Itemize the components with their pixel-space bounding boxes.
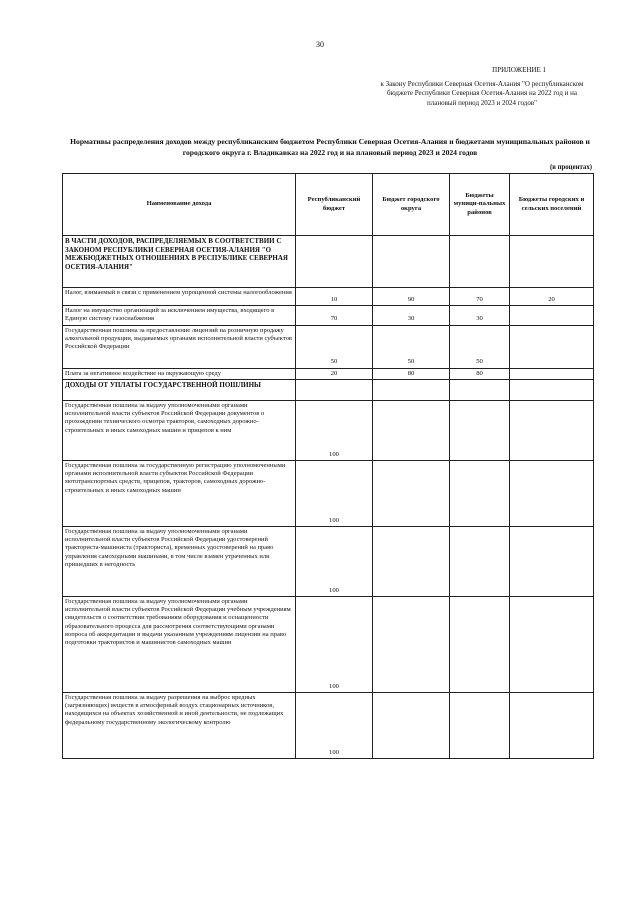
- income-name-cell: Государственная пошлина за выдачу уполномоченными органами исполнительной власти субъектов Российской Федерации учебным учреждениям свидетельств о соответствии требованиям оборудования и оснащенности образовательного процесса для рассмотрения соответствующими органами вопроса об аккредитации и выдачи указанным учреждениям лицензии на право подготовки трактористов и машинистов самоходных машин: [63, 596, 296, 692]
- table-row: [63, 692, 594, 758]
- republic-budget-cell: 20: [296, 368, 373, 379]
- city-budget-cell: 90: [373, 288, 450, 306]
- column-header-name: Наименование дохода: [63, 174, 296, 236]
- district-budget-cell: [450, 236, 510, 288]
- district-budget-cell: [450, 526, 510, 596]
- settlement-budget-cell: [510, 596, 594, 692]
- republic-budget-cell: 100: [296, 460, 373, 526]
- table-section-row: [63, 236, 594, 288]
- table-row: [63, 306, 594, 326]
- city-budget-cell: 30: [373, 306, 450, 326]
- table-section-row: [63, 379, 594, 400]
- table-row: [63, 526, 594, 596]
- column-header-city: Бюджет городского округа: [373, 174, 450, 236]
- income-name-cell: Государственная пошлина за государственную регистрацию уполномоченными органами исполнительной власти субъектов Российской Федерации мототранспортных средств, прицепов, тракторов, самоходных дорожно-строительных и иных самоходных машин: [63, 460, 296, 526]
- district-budget-cell: [450, 692, 510, 758]
- settlement-budget-cell: [510, 400, 594, 460]
- income-name-cell: Налог на имущество организаций за исключением имущества, входящего в Единую систему газоснабжения: [63, 306, 296, 326]
- units-label: (в процентах): [549, 164, 592, 171]
- republic-budget-cell: 100: [296, 596, 373, 692]
- page-number: 30: [316, 40, 324, 49]
- republic-budget-cell: 100: [296, 526, 373, 596]
- income-name-cell: Государственная пошлина за выдачу уполномоченными органами исполнительной власти субъектов Российской Федерации документов о прохождении технического осмотра тракторов, самоходных дорожно-строительных и иных самоходных машин и прицепов к ним: [63, 400, 296, 460]
- republic-budget-cell: 100: [296, 692, 373, 758]
- settlement-budget-cell: [510, 460, 594, 526]
- republic-budget-cell: 70: [296, 306, 373, 326]
- settlement-budget-cell: [510, 692, 594, 758]
- city-budget-cell: [373, 236, 450, 288]
- district-budget-cell: 80: [450, 368, 510, 379]
- republic-budget-cell: 50: [296, 325, 373, 368]
- settlement-budget-cell: [510, 325, 594, 368]
- income-name-cell: Государственная пошлина за выдачу уполномоченными органами исполнительной власти субъектов Российской Федерации удостоверений тракториста-машиниста (тракториста), временных удостоверений на право управления самоходными машинами, в том числе взамен утраченных или пришедших в негодность: [63, 526, 296, 596]
- column-header-republic: Республиканский бюджет: [296, 174, 373, 236]
- settlement-budget-cell: [510, 526, 594, 596]
- settlement-budget-cell: 20: [510, 288, 594, 306]
- settlement-budget-cell: [510, 306, 594, 326]
- table-row: [63, 460, 594, 526]
- district-budget-cell: 70: [450, 288, 510, 306]
- republic-budget-cell: [296, 236, 373, 288]
- settlement-budget-cell: [510, 368, 594, 379]
- city-budget-cell: [373, 460, 450, 526]
- city-budget-cell: [373, 526, 450, 596]
- district-budget-cell: [450, 460, 510, 526]
- document-title: Нормативы распределения доходов между республиканским бюджетом Республики Северная Осетия-Алания и бюджетами муниципальных районов и городского округа г. Владикавказ на 2022 год и на плановый период 2023 и 2024 годов: [70, 137, 590, 157]
- appendix-text: к Закону Республики Северная Осетия-Алания "О республиканском бюджете Республики Северная Осетия-Алания на 2022 год и на плановый период 2023 и 2024 годов": [380, 79, 584, 107]
- income-name-cell: Плата за негативное воздействие на окружающую среду: [63, 368, 296, 379]
- settlement-budget-cell: [510, 379, 594, 400]
- table-body: [63, 236, 594, 759]
- city-budget-cell: [373, 596, 450, 692]
- district-budget-cell: [450, 400, 510, 460]
- income-name-cell: В ЧАСТИ ДОХОДОВ, РАСПРЕДЕЛЯЕМЫХ В СООТВЕТСТВИИ С ЗАКОНОМ РЕСПУБЛИКИ СЕВЕРНАЯ ОСЕТИЯ-АЛАНИЯ "О МЕЖБЮДЖЕТНЫХ ОТНОШЕНИЯХ В РЕСПУБЛИКЕ СЕВЕРНАЯ ОСЕТИЯ-АЛАНИЯ": [63, 236, 296, 288]
- city-budget-cell: 80: [373, 368, 450, 379]
- income-name-cell: Налог, взимаемый в связи с применением упрощенной системы налогообложения: [63, 288, 296, 306]
- appendix-title: ПРИЛОЖЕНИЕ 1: [492, 66, 546, 74]
- city-budget-cell: 50: [373, 325, 450, 368]
- city-budget-cell: [373, 379, 450, 400]
- district-budget-cell: [450, 379, 510, 400]
- district-budget-cell: 30: [450, 306, 510, 326]
- revenue-distribution-table: [62, 173, 594, 759]
- column-header-settlements: Бюджеты городских и сельских поселений: [510, 174, 594, 236]
- city-budget-cell: [373, 692, 450, 758]
- table-row: [63, 288, 594, 306]
- city-budget-cell: [373, 400, 450, 460]
- table-row: [63, 400, 594, 460]
- table-row: [63, 596, 594, 692]
- income-name-cell: ДОХОДЫ ОТ УПЛАТЫ ГОСУДАРСТВЕННОЙ ПОШЛИНЫ: [63, 379, 296, 400]
- republic-budget-cell: 100: [296, 400, 373, 460]
- settlement-budget-cell: [510, 236, 594, 288]
- appendix-block: [372, 66, 592, 108]
- table-row: [63, 325, 594, 368]
- district-budget-cell: [450, 596, 510, 692]
- republic-budget-cell: [296, 379, 373, 400]
- column-header-districts: Бюджеты муници-пальных районов: [450, 174, 510, 236]
- income-name-cell: Государственная пошлина за выдачу разрешения на выброс вредных (загрязняющих) веществ в атмосферный воздух стационарных источников, находящихся на объектах хозяйственной и иной деятельности, не подлежащих федеральному государственному экологическому контролю: [63, 692, 296, 758]
- income-name-cell: Государственная пошлина за предоставление лицензий на розничную продажу алкогольной продукции, выдаваемых органами исполнительной власти субъектов Российской Федерации: [63, 325, 296, 368]
- table-row: [63, 368, 594, 379]
- republic-budget-cell: 10: [296, 288, 373, 306]
- table-header-row: [63, 174, 594, 236]
- district-budget-cell: 50: [450, 325, 510, 368]
